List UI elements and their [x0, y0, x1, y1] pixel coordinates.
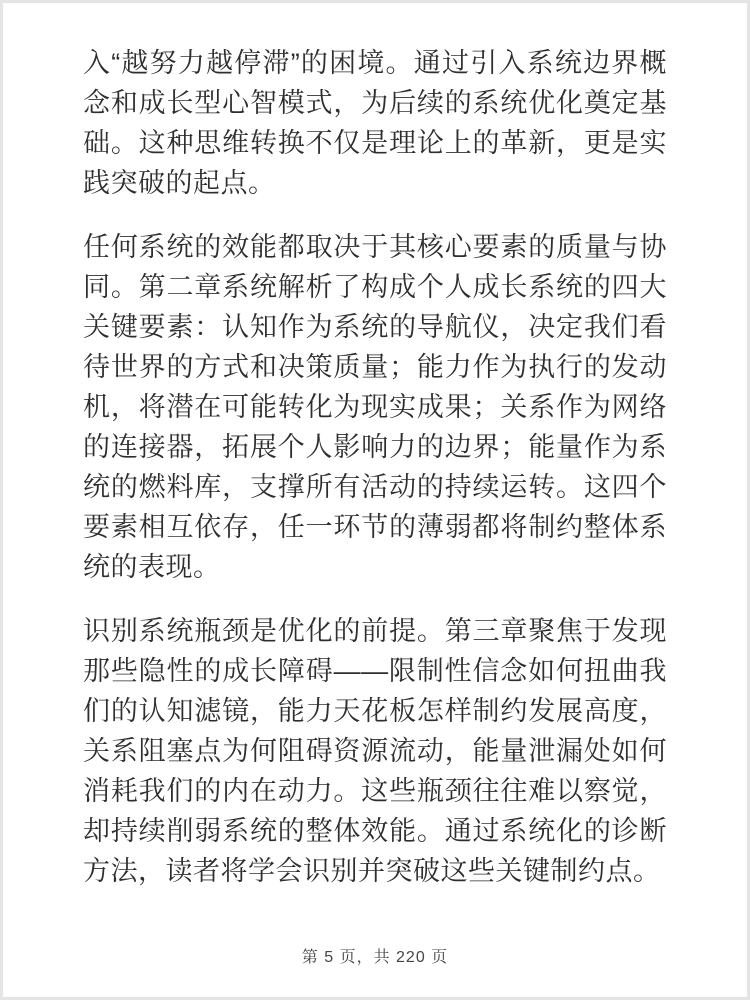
paragraph-2: 任何系统的效能都取决于其核心要素的质量与协同。第二章系统解析了构成个人成长系统的四大关键要素：认知作为系统的导航仪，决定我们看待世界的方式和决策质量；能力作为执行的发动机，将潜在可能转化为现实成果；关系作为网络的连接器，拓展个人影响力的边界；能量作为系统的燃料库，支撑所有活动的持续运转。这四个要素相互依存，任一环节的薄弱都将制约整体系统的表现。 [83, 232, 667, 582]
paragraph-1: 入“越努力越停滞”的困境。通过引入系统边界概念和成长型心智模式，为后续的系统优化奠定基础。这种思维转换不仅是理论上的革新，更是实践突破的起点。 [83, 48, 667, 198]
paragraph-3: 识别系统瓶颈是优化的前提。第三章聚焦于发现那些隐性的成长障碍——限制性信念如何扭曲我们的认知滤镜，能力天花板怎样制约发展高度，关系阻塞点为何阻碍资源流动，能量泄漏处如何消耗我们的内在动力。这些瓶颈往往难以察觉，却持续削弱系统的整体效能。通过系统化的诊断方法，读者将学会识别并突破这些关键制约点。 [83, 616, 667, 886]
page-content [83, 43, 667, 915]
page-number-footer: 第 5 页，共 220 页 [301, 949, 449, 966]
